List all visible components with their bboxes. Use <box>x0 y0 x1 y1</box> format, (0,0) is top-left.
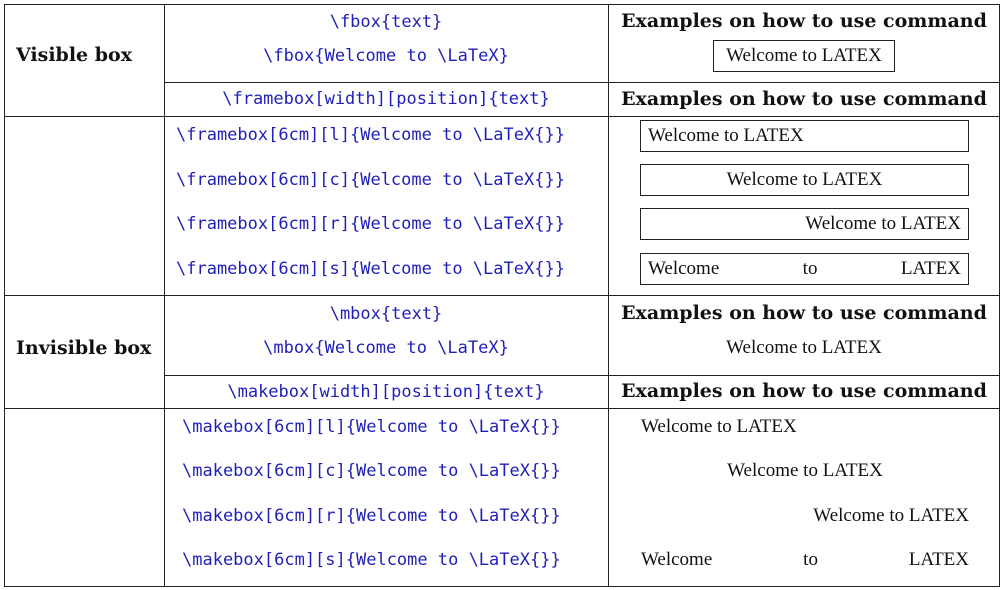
makebox-syntax: \makebox[width][position]{text} <box>227 382 545 402</box>
framebox-output-text: Welcome to LATEX <box>805 213 961 234</box>
table-border-left <box>4 4 5 586</box>
fbox-output-text: Welcome to LATEX <box>726 45 882 66</box>
section-divider <box>4 295 1000 296</box>
spread-word: to <box>802 258 818 279</box>
table-border-bottom <box>4 586 1000 587</box>
framebox-output-spread <box>640 253 969 285</box>
spread-word: Welcome <box>641 549 713 570</box>
row-divider <box>4 408 1000 409</box>
mbox-output-text: Welcome to LATEX <box>726 337 882 358</box>
framebox-row-code: \framebox[6cm][c]{Welcome to \LaTeX{}} <box>176 170 565 190</box>
makebox-examples-header: Examples on how to use command <box>621 380 987 402</box>
makebox-row-code: \makebox[6cm][s]{Welcome to \LaTeX{}} <box>182 550 561 570</box>
makebox-output-center <box>641 458 969 484</box>
fbox-examples-header: Examples on how to use command <box>621 10 987 32</box>
makebox-row-code: \makebox[6cm][r]{Welcome to \LaTeX{}} <box>182 506 561 526</box>
fbox-syntax: \fbox{text} <box>329 12 443 32</box>
row-divider <box>4 116 1000 117</box>
makebox-output-right <box>641 503 969 529</box>
makebox-output-spread <box>641 547 969 573</box>
row-divider <box>164 375 1000 376</box>
framebox-output-right <box>640 208 969 240</box>
mbox-syntax: \mbox{text} <box>329 304 443 324</box>
makebox-output-left <box>641 414 969 440</box>
framebox-row-code: \framebox[6cm][r]{Welcome to \LaTeX{}} <box>176 214 565 234</box>
framebox-row-code: \framebox[6cm][l]{Welcome to \LaTeX{}} <box>176 125 565 145</box>
makebox-output-text: Welcome to LATEX <box>813 505 969 526</box>
visible-box-label: Visible box <box>16 44 133 66</box>
framebox-syntax: \framebox[width][position]{text} <box>222 89 550 109</box>
makebox-output-text: Welcome to LATEX <box>727 460 883 481</box>
row-divider <box>164 82 1000 83</box>
framebox-output-text: Welcome to LATEX <box>648 125 804 146</box>
framebox-examples-header: Examples on how to use command <box>621 88 987 110</box>
makebox-row-code: \makebox[6cm][l]{Welcome to \LaTeX{}} <box>182 417 561 437</box>
makebox-row-code: \makebox[6cm][c]{Welcome to \LaTeX{}} <box>182 461 561 481</box>
fbox-output-frame <box>713 40 895 72</box>
spread-word: LATEX <box>900 258 961 279</box>
spread-word: Welcome <box>648 258 720 279</box>
mbox-examples-header: Examples on how to use command <box>621 302 987 324</box>
mbox-example-code: \mbox{Welcome to \LaTeX} <box>263 338 509 358</box>
makebox-output-text: Welcome to LATEX <box>641 416 797 437</box>
spread-word: LATEX <box>908 549 969 570</box>
framebox-row-code: \framebox[6cm][s]{Welcome to \LaTeX{}} <box>176 259 565 279</box>
framebox-output-center <box>640 164 969 196</box>
framebox-output-left <box>640 120 969 152</box>
spread-word: to <box>803 549 818 570</box>
table-border-top <box>4 4 1000 5</box>
invisible-box-label: Invisible box <box>16 337 152 359</box>
framebox-output-text: Welcome to LATEX <box>726 169 883 190</box>
fbox-example-code: \fbox{Welcome to \LaTeX} <box>263 46 509 66</box>
